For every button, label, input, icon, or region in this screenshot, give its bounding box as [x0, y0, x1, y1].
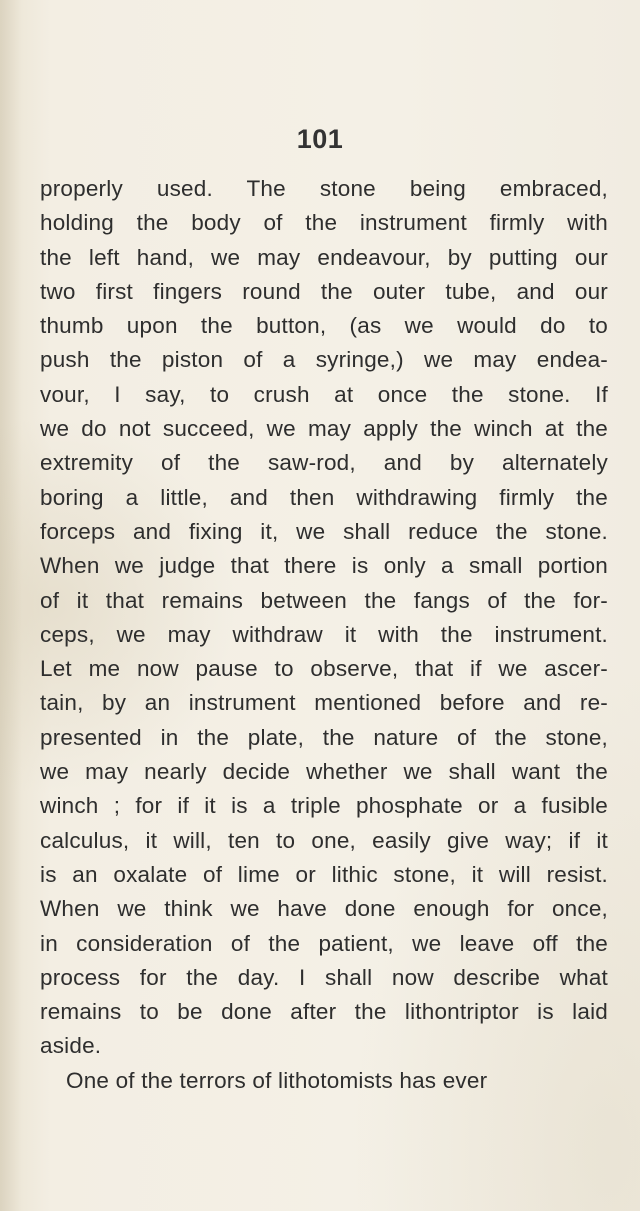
page-number: 101	[296, 124, 344, 154]
text-line: remains to be done after the lithontriptor is laid	[40, 999, 608, 1025]
text-line: boring a little, and then withdrawing firmly the	[40, 484, 608, 510]
text-line: is an oxalate of lime or lithic stone, it will resist.	[40, 861, 608, 887]
text-line: two first fingers round the outer tube, and our	[40, 278, 608, 304]
text-line: ceps, we may withdraw it with the instrument.	[40, 621, 608, 647]
text-line: forceps and fixing it, we shall reduce the stone.	[40, 518, 608, 544]
text-line: process for the day. I shall now describe what	[40, 964, 608, 990]
text-line: aside.	[40, 1033, 102, 1059]
text-line: thumb upon the button, (as we would do to	[40, 313, 608, 339]
text-line: in consideration of the patient, we leave off the	[40, 930, 608, 956]
text-line: we do not succeed, we may apply the winch at the	[40, 416, 608, 442]
text-line: of it that remains between the fangs of the for-	[40, 587, 608, 613]
text-line: presented in the plate, the nature of the stone,	[40, 724, 608, 750]
body-text	[40, 172, 608, 1098]
text-line: One of the terrors of lithotomists has ever	[66, 1067, 488, 1093]
text-line: When we think we have done enough for once,	[40, 896, 608, 922]
text-line: winch ; for if it is a triple phosphate or a fusible	[40, 793, 608, 819]
text-line: When we judge that there is only a small portion	[40, 553, 608, 579]
page-shadow	[0, 0, 22, 1211]
text-line: we may nearly decide whether we shall want the	[40, 759, 608, 785]
text-line: Let me now pause to observe, that if we ascer-	[40, 656, 608, 682]
text-line: properly used. The stone being embraced,	[40, 176, 608, 201]
text-line: vour, I say, to crush at once the stone. If	[40, 381, 608, 407]
text-line: holding the body of the instrument firmly with	[40, 210, 608, 236]
text-line: push the piston of a syringe,) we may endea-	[40, 347, 608, 373]
text-line: extremity of the saw-rod, and by alternately	[40, 450, 608, 476]
text-line: the left hand, we may endeavour, by putting our	[40, 244, 608, 270]
text-line: calculus, it will, ten to one, easily give way; if it	[40, 827, 608, 853]
text-line: tain, by an instrument mentioned before and re-	[40, 690, 608, 716]
